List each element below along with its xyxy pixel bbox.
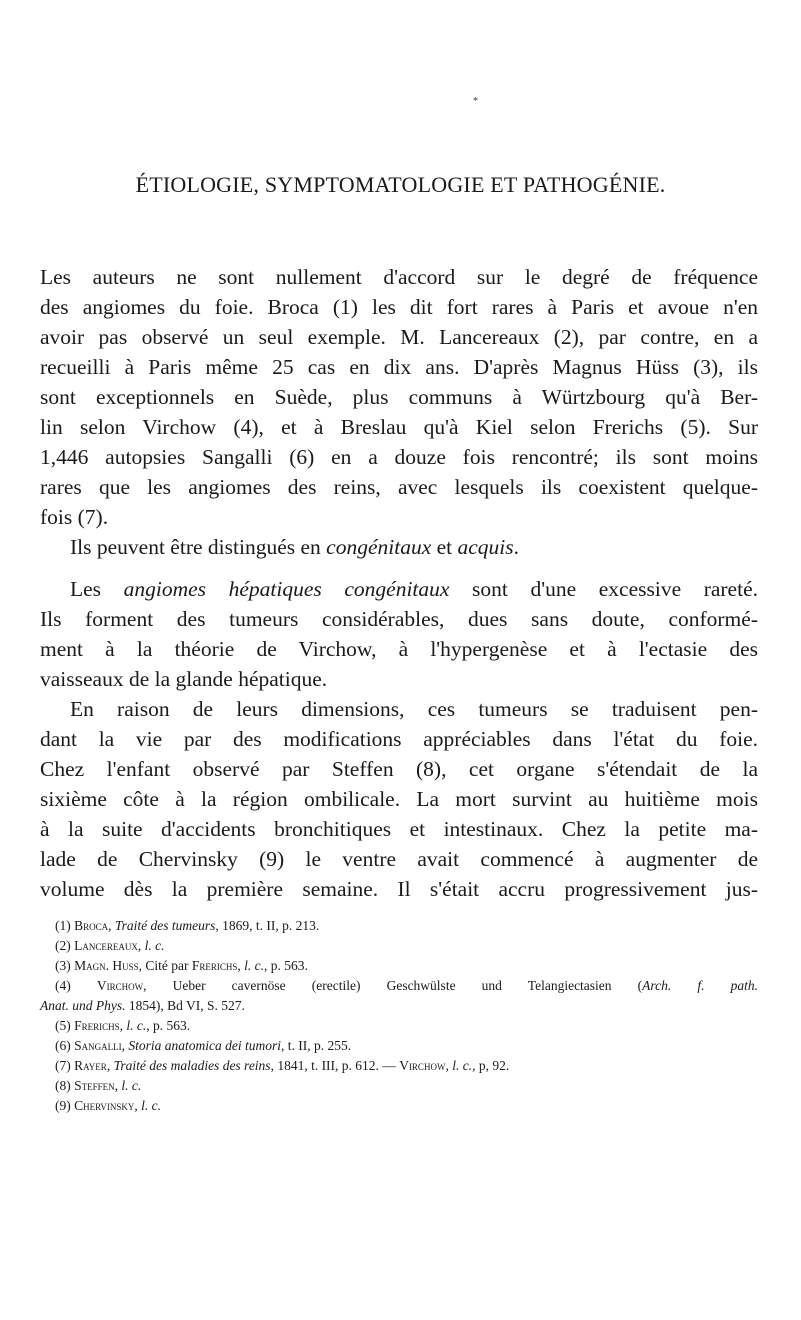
body-line: Les auteurs ne sont nullement d'accord sur le degré de fréquence [40,265,758,289]
text-run: , [114,1078,122,1093]
text-run: (3) [55,958,75,973]
author-name: Broca [74,918,109,933]
body-line: sont exceptionnels en Suède, plus communs à Würtzbourg qu'à Ber- [40,385,758,409]
text-run: , [106,1058,114,1073]
body-line: à la suite d'accidents bronchitiques et intestinaux. Chez la petite ma- [40,817,758,841]
text-run: , [137,938,145,953]
text-run: Ils peuvent être distingués en [70,535,327,559]
text-run: , [119,1018,127,1033]
text-run: et [431,535,458,559]
body-line: vaisseaux de la glande hépatique. [40,667,328,691]
footnote-5 [55,1017,758,1034]
text-run: sont d'une excessive rareté. [449,577,758,601]
journal-title: Anat. und Phys. [40,998,126,1013]
footnote-1 [55,917,758,934]
author-name: Frerichs [191,958,238,973]
text-run: , t. II, p. 255. [281,1038,352,1053]
footnote-4 [55,977,758,994]
work-title: Traité des tumeurs [114,918,216,933]
author-name: Rayer [74,1058,107,1073]
text-run: (4) [55,978,97,993]
body-line [70,574,758,604]
body-line: lade de Chervinsky (9) le ventre avait commencé à augmenter de [40,847,758,871]
author-name: Virchow [399,1058,446,1073]
text-run: (7) [55,1058,75,1073]
text-run: (8) [55,1078,75,1093]
journal-title: Arch. f. path. [642,978,758,993]
author-name: Virchow [96,978,144,993]
footnote-4-cont [40,997,758,1014]
body-line: ment à la théorie de Virchow, à l'hypergenèse et à l'ectasie des [40,637,758,661]
author-name: Lancereaux [74,938,138,953]
work-title: Storia anatomica dei tumori [128,1038,281,1053]
author-name: Sangalli [74,1038,122,1053]
text-run: 1854), Bd VI, S. 527. [125,998,245,1013]
text-run: , [237,958,245,973]
work-title: Traité des maladies des reins [113,1058,271,1073]
text-run: , 1841, t. III, p. 612. — [270,1058,400,1073]
author-name: Magn. Huss [74,958,139,973]
corner-mark: * [473,96,478,107]
loc-cit: l. c. [121,1078,142,1093]
body-line: lin selon Virchow (4), et à Breslau qu'à Kiel selon Frerichs (5). Sur [40,415,758,439]
text-run: , p. 563. [146,1018,191,1033]
author-name: Frerichs [74,1018,120,1033]
text-run: (6) [55,1038,75,1053]
loc-cit: l. c. [452,1058,473,1073]
text-run: , p, 92. [472,1058,510,1073]
footnote-2 [55,937,758,954]
body-line: recueilli à Paris même 25 cas en dix ans. D'après Magnus Hüss (3), ils [40,355,758,379]
text-run: , p. 563. [264,958,308,973]
italic-term: acquis [457,535,514,559]
loc-cit: l. c. [144,938,165,953]
body-line: avoir pas observé un seul exemple. M. Lancereaux (2), par contre, en a [40,325,758,349]
text-run: (1) [55,918,75,933]
body-line: volume dès la première semaine. Il s'était accru progressivement jus- [40,877,758,901]
author-name: Chervinsky [74,1098,135,1113]
author-name: Steffen [74,1078,115,1093]
body-line [40,532,758,562]
text-run: (5) [55,1018,75,1033]
text-run: , [121,1038,129,1053]
footnote-8 [55,1077,758,1094]
body-line: Chez l'enfant observé par Steffen (8), cet organe s'étendait de la [40,757,758,781]
body-line: Ils forment des tumeurs considérables, dues sans doute, conformé- [40,607,758,631]
text-run: . [513,535,520,559]
footnote-7 [55,1057,758,1074]
italic-term: congénitaux [326,535,432,559]
body-line: des angiomes du foie. Broca (1) les dit fort rares à Paris et avoue n'en [40,295,758,319]
footnote-6 [55,1037,758,1054]
text-run: , [134,1098,142,1113]
text-run: , 1869, t. II, p. 213. [215,918,320,933]
text-run: Les [70,577,124,601]
loc-cit: l. c. [126,1018,147,1033]
footnote-9 [55,1097,758,1114]
body-line: sixième côte à la région ombilicale. La mort survint au huitième mois [40,787,758,811]
text-run: , [445,1058,453,1073]
text-run: (2) [55,938,75,953]
loc-cit: l. c. [141,1098,162,1113]
body-line: fois (7). [40,505,109,529]
footnote-3 [55,957,758,974]
body-line: En raison de leurs dimensions, ces tumeurs se traduisent pen- [70,697,758,721]
body-line: dant la vie par des modifications appréciables dans l'état du foie. [40,727,758,751]
text-run: (9) [55,1098,75,1113]
italic-term: angiomes hépatiques congénitaux [123,577,450,601]
body-line: rares que les angiomes des reins, avec lesquels ils coexistent quelque- [40,475,758,499]
text-run: , Ueber cavernöse (erectile) Geschwülste und Telangiectasien ( [143,978,643,993]
text-run: , Cité par [138,958,192,973]
loc-cit: l. c. [244,958,265,973]
body-line: 1,446 autopsies Sangalli (6) en a douze fois rencontré; ils sont moins [40,445,758,469]
page-heading: ÉTIOLOGIE, SYMPTOMATOLOGIE ET PATHOGÉNIE. [135,172,666,197]
text-run: , [108,918,115,933]
